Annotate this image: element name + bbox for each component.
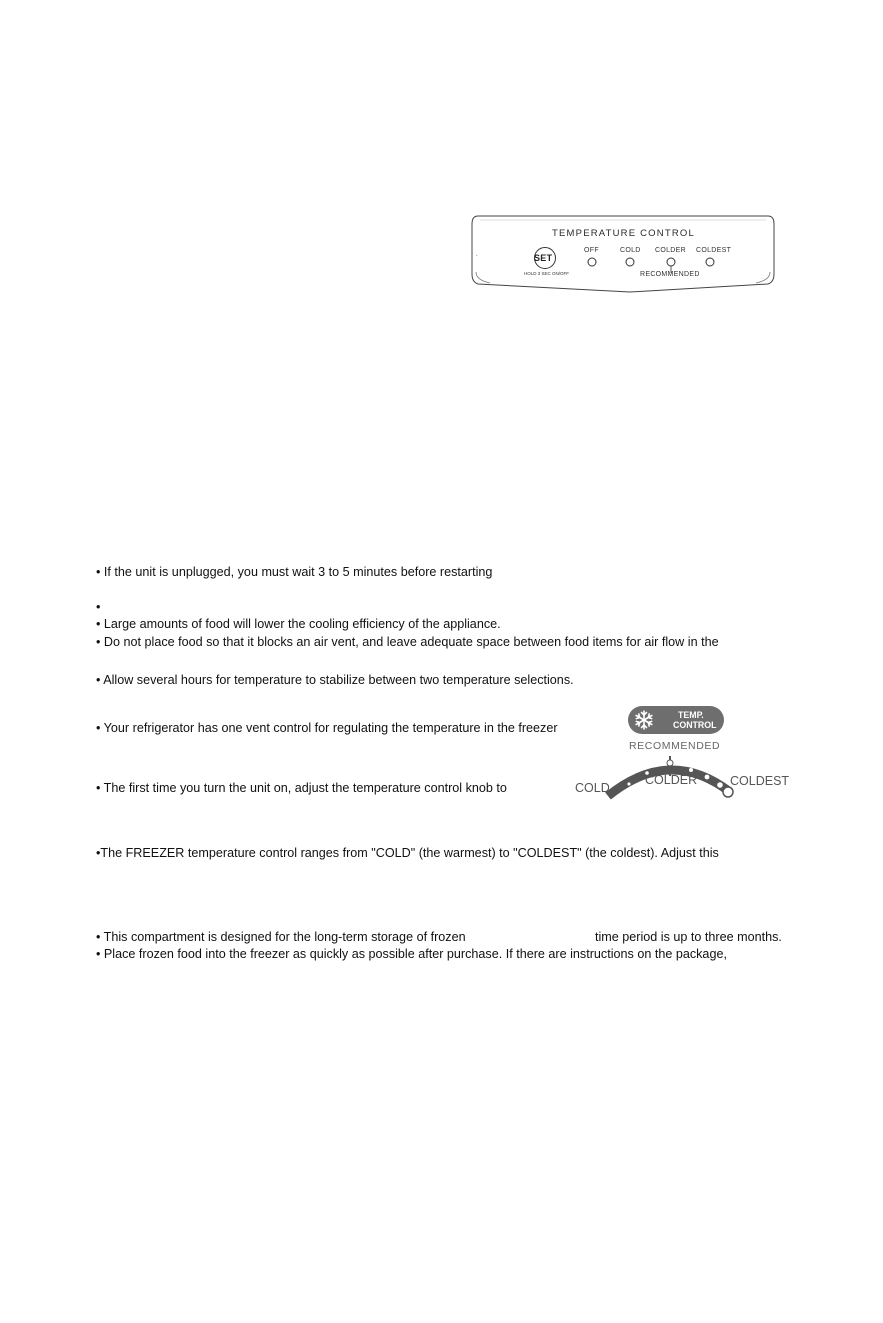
badge-recommended-label: RECOMMENDED (629, 740, 721, 752)
text-line-large-amounts: • Large amounts of food will lower the cooling efficiency of the appliance. (96, 617, 501, 631)
dial-dot (705, 775, 710, 780)
hold-instruction: HOLD 3 SEC ON/OFF (524, 271, 570, 276)
text-line-freezer-range: •The FREEZER temperature control ranges from "COLD" (the warmest) to "COLDEST" (the coldest). Adjust this (96, 846, 719, 860)
dial-dot (627, 782, 630, 785)
dial-label-colder: COLDER (645, 773, 698, 787)
option-cold-label: COLD (620, 247, 641, 254)
badge-line-2: CONTROL (673, 720, 717, 730)
dial-label-coldest: COLDEST (730, 774, 790, 788)
text-line-unplugged: • If the unit is unplugged, you must wait 3 to 5 minutes before restarting (96, 565, 493, 579)
text-line-first-time: • The first time you turn the unit on, adjust the temperature control knob to (96, 781, 507, 795)
text-line-stabilize: • Allow several hours for temperature to stabilize between two temperature selections. (96, 673, 574, 687)
dial-selected-marker (723, 787, 733, 797)
option-coldest-label: COLDEST (696, 247, 732, 254)
dial-label-cold: COLD (575, 781, 610, 795)
panel-title: TEMPERATURE CONTROL (552, 228, 695, 239)
snowflake-icon (632, 708, 656, 732)
dial-marker-colder (667, 760, 673, 766)
option-colder-label: COLDER (655, 247, 686, 254)
text-line-compartment: • This compartment is designed for the long-term storage of frozen (96, 930, 466, 944)
option-off-label: OFF (584, 247, 599, 254)
text-line-bullet: • (96, 600, 101, 614)
dial-dot (689, 768, 693, 772)
text-line-place-frozen: • Place frozen food into the freezer as quickly as possible after purchase. If there are instructions on the package, (96, 947, 727, 961)
set-button[interactable]: SET (534, 253, 553, 263)
text-line-time-period: time period is up to three months. (595, 930, 782, 944)
panel-dot: . (476, 252, 478, 258)
text-line-vent-control: • Your refrigerator has one vent control for regulating the temperature in the freezer (96, 721, 558, 735)
temperature-control-panel (470, 210, 776, 296)
panel-recommended-label: RECOMMENDED (640, 271, 700, 278)
temp-control-badge (628, 706, 724, 734)
badge-line-1: TEMP. (678, 710, 704, 720)
text-line-air-vent: • Do not place food so that it blocks an air vent, and leave adequate space between food items for air flow in the (96, 635, 719, 649)
dial-dot (717, 782, 723, 788)
